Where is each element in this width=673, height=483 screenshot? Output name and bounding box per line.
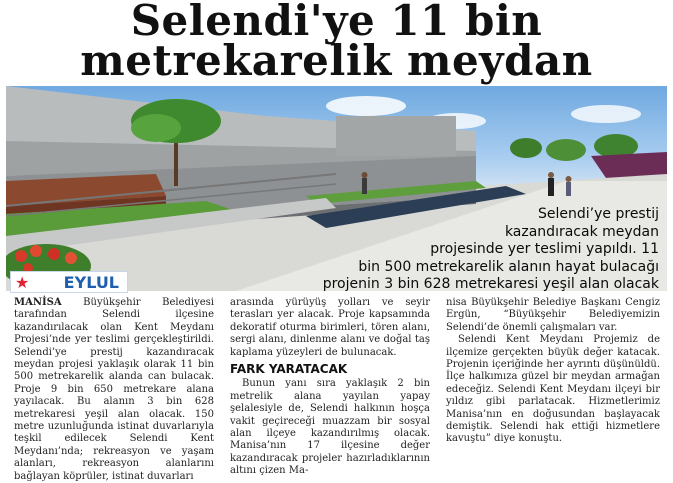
headline-line-2: metrekarelik meydan: [80, 36, 593, 85]
article-paragraph: [14, 297, 214, 483]
section-subheading: FARK YARATACAK: [230, 362, 348, 377]
caption-line: Selendi’ye prestij: [538, 206, 659, 222]
caption-line: projenin 3 bin 628 metrekaresi yeşil alan olacak: [322, 276, 659, 292]
caption-line: bin 500 metrekarelik alanın hayat bulacağı: [358, 258, 659, 275]
article-column-3: [446, 297, 660, 446]
article-paragraph: Bunun yanı sıra yaklaşık 2 bin metrelik alana yayılan yapay şelalesiyle de, Selendi halkının hoşça vakit geçireceği muazzam bir sosyal alan ilçeye kazandırılmış olacak. Manisa’nın 17 ilçesine değer kazandıracak projeler hazırladıklarının altını çizen Ma-: [230, 378, 430, 477]
photo-caption: [219, 206, 659, 294]
article-paragraph: arasında yürüyüş yolları ve seyir terasları yer alacak. Proje kapsamında dekoratif oturma birimleri, tören alanı, sergi alanı, dinlenme alanı ve doğal taş kaplama yüzeyleri de bulunacak.: [230, 297, 430, 358]
reporter-name: EYLUL: [63, 273, 119, 292]
reporter-badge: [10, 271, 128, 293]
caption-line: kazandıracak meydan: [504, 223, 659, 240]
article-column-1: [14, 297, 214, 483]
article-column-2: [230, 297, 430, 478]
article-paragraph: nisa Büyükşehir Belediye Başkanı Cengiz Ergün, “Büyükşehir Belediyemizin Selendi’de önemli çalışmaları var.: [446, 297, 660, 333]
article-paragraph: Selendi Kent Meydanı Projemiz de ilçemize gerçekten büyük değer katacak. Projenin içeriğinde her ayrıntı düşünüldü. İlçe halkımıza güzel bir meydan armağan edeceğiz. Selendi Kent Meydanı ilçeyi bir yıldız gibi parlatacak. Hizmetlerimiz Manisa’nın en doğusundan başlayacak demiştik. Selendi hak ettiği hizmetlere kavuştu” diye konuştu.: [446, 334, 660, 445]
headline: [0, 0, 673, 86]
star-icon: ★: [15, 273, 30, 292]
dateline: MANİSA: [14, 297, 62, 308]
paragraph-text: Büyükşehir Belediyesi tarafından Selendi ilçesine kazandırılacak olan Kent Meydanı Projesi’nde yer teslimi gerçekleştirildi. Selendi’ye prestij kazandıracak meydan projesi yaklaşık olarak 11 bin 500 metrekarelik alanda can bulacak. Proje 9 bin 650 metrekare alana yayılacak. Bu alanın 3 bin 628 metrekaresi yeşil alan olacak. 150 metre uzunluğunda istinat duvarlarıyla teşkil edilecek Selendi Kent Meydanı’nda; rekreasyon ve yaşam alanları, rekreasyon alanlarını bağlayan köprüler, istinat duvarları: [14, 297, 214, 482]
headline-line-1: Selendi'ye 11 bin: [130, 0, 543, 45]
caption-line: projesinde yer teslimi yapıldı. 11: [430, 241, 659, 257]
